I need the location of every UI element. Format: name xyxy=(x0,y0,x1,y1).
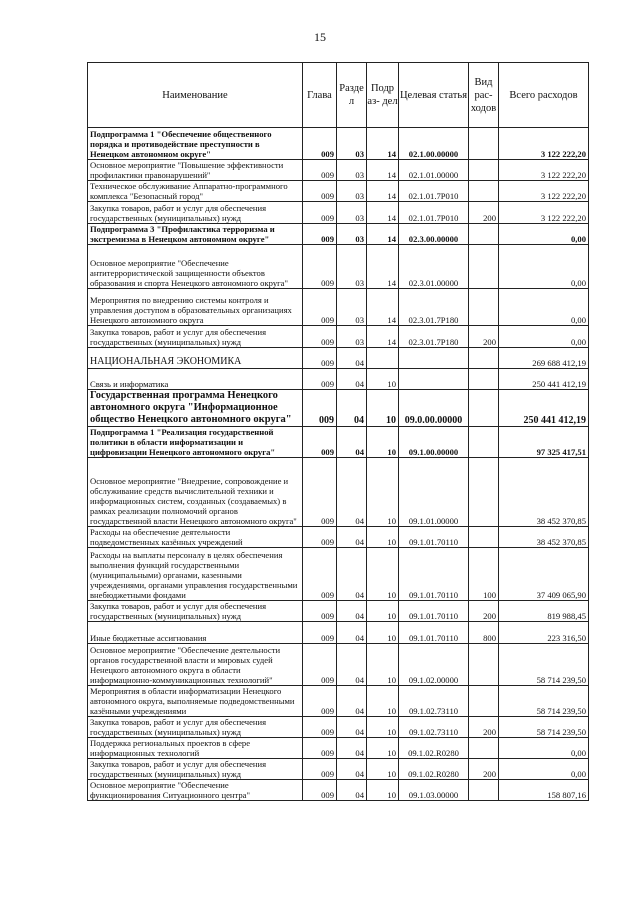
cell-glava: 009 xyxy=(303,224,337,245)
cell-statya: 09.1.02.00000 xyxy=(399,644,469,686)
cell-razdel: 04 xyxy=(337,644,367,686)
cell-razdel: 03 xyxy=(337,128,367,160)
cell-statya: 02.3.00.00000 xyxy=(399,224,469,245)
cell-glava: 009 xyxy=(303,738,337,759)
cell-statya xyxy=(399,348,469,369)
cell-razdel: 03 xyxy=(337,160,367,181)
table-row xyxy=(88,780,589,801)
cell-total: 58 714 239,50 xyxy=(499,717,589,738)
cell-name: Основное мероприятие "Повышение эффективности профилактики правонарушений" xyxy=(88,160,303,181)
cell-glava: 009 xyxy=(303,289,337,326)
cell-razdel: 04 xyxy=(337,738,367,759)
cell-statya: 02.1.01.7Р010 xyxy=(399,202,469,224)
cell-statya: 02.3.01.7Р180 xyxy=(399,326,469,348)
cell-glava: 009 xyxy=(303,548,337,601)
table-row xyxy=(88,686,589,717)
table-row xyxy=(88,458,589,527)
cell-glava: 009 xyxy=(303,686,337,717)
cell-razdel: 03 xyxy=(337,181,367,202)
cell-vid xyxy=(469,780,499,801)
cell-vid xyxy=(469,245,499,289)
cell-glava: 009 xyxy=(303,644,337,686)
cell-name: Основное мероприятие "Обеспечение функционирования Ситуационного центра" xyxy=(88,780,303,801)
cell-name: Подпрограмма 1 "Обеспечение общественного порядка и противодействие преступности в Ненецком автономном округе" xyxy=(88,128,303,160)
cell-total: 38 452 370,85 xyxy=(499,527,589,548)
cell-podrazdel: 10 xyxy=(367,548,399,601)
cell-statya: 02.3.01.00000 xyxy=(399,245,469,289)
cell-podrazdel: 14 xyxy=(367,224,399,245)
cell-total: 250 441 412,19 xyxy=(499,369,589,390)
table-row xyxy=(88,644,589,686)
cell-total: 58 714 239,50 xyxy=(499,644,589,686)
cell-name: Мероприятия в области информатизации Ненецкого автономного округа, выполняемые подведомственными казёнными учреждениями xyxy=(88,686,303,717)
cell-podrazdel: 10 xyxy=(367,601,399,622)
cell-total: 819 988,45 xyxy=(499,601,589,622)
cell-glava: 009 xyxy=(303,202,337,224)
cell-statya: 09.1.01.70110 xyxy=(399,622,469,644)
table-row xyxy=(88,738,589,759)
cell-total: 0,00 xyxy=(499,738,589,759)
cell-razdel: 04 xyxy=(337,686,367,717)
cell-name: Основное мероприятие "Внедрение, сопровождение и обслуживание средств вычислительной техники и информационных систем, созданных (создаваемых) в рамках реализации полномочий органов государственной власти Ненецкого автономного округа" xyxy=(88,458,303,527)
table-row xyxy=(88,390,589,427)
table-row xyxy=(88,369,589,390)
cell-glava: 009 xyxy=(303,717,337,738)
cell-razdel: 04 xyxy=(337,601,367,622)
cell-glava: 009 xyxy=(303,326,337,348)
header-statya: Целевая статья xyxy=(399,63,469,128)
cell-name: Закупка товаров, работ и услуг для обеспечения государственных (муниципальных) нужд xyxy=(88,717,303,738)
cell-statya: 02.3.01.7Р180 xyxy=(399,289,469,326)
cell-statya: 09.0.00.00000 xyxy=(399,390,469,427)
cell-vid: 200 xyxy=(469,717,499,738)
cell-glava: 009 xyxy=(303,390,337,427)
cell-podrazdel: 14 xyxy=(367,160,399,181)
cell-total: 0,00 xyxy=(499,759,589,780)
table-row xyxy=(88,289,589,326)
cell-statya: 02.1.01.00000 xyxy=(399,160,469,181)
cell-name: Закупка товаров, работ и услуг для обеспечения государственных (муниципальных) нужд xyxy=(88,601,303,622)
cell-total: 250 441 412,19 xyxy=(499,390,589,427)
table-header-row xyxy=(88,63,589,128)
cell-razdel: 04 xyxy=(337,759,367,780)
cell-name: Расходы на выплаты персоналу в целях обеспечения выполнения функций государственными (муниципальными) органами, казенными учреждениями, органами управления государственными внебюджетными фондами xyxy=(88,548,303,601)
cell-total: 58 714 239,50 xyxy=(499,686,589,717)
cell-total: 269 688 412,19 xyxy=(499,348,589,369)
cell-total: 3 122 222,20 xyxy=(499,202,589,224)
cell-total: 3 122 222,20 xyxy=(499,181,589,202)
cell-podrazdel: 10 xyxy=(367,427,399,458)
cell-podrazdel: 10 xyxy=(367,738,399,759)
cell-name: Мероприятия по внедрению системы контроля и управления доступом в образовательных организациях Ненецкого автономного округа xyxy=(88,289,303,326)
cell-statya: 09.1.01.70110 xyxy=(399,601,469,622)
cell-name: Основное мероприятие "Обеспечение антитеррористической защищенности объектов образования и спорта Ненецкого автономного округа" xyxy=(88,245,303,289)
cell-total: 0,00 xyxy=(499,224,589,245)
cell-podrazdel: 10 xyxy=(367,717,399,738)
cell-glava: 009 xyxy=(303,160,337,181)
cell-glava: 009 xyxy=(303,458,337,527)
cell-podrazdel: 14 xyxy=(367,326,399,348)
cell-name: Закупка товаров, работ и услуг для обеспечения государственных (муниципальных) нужд xyxy=(88,326,303,348)
cell-name: Государственная программа Ненецкого автономного округа "Информационное общество Ненецкого автономного округа" xyxy=(88,390,303,427)
cell-glava: 009 xyxy=(303,348,337,369)
cell-statya xyxy=(399,369,469,390)
cell-vid xyxy=(469,369,499,390)
cell-glava: 009 xyxy=(303,369,337,390)
cell-vid xyxy=(469,427,499,458)
cell-statya: 09.1.01.70110 xyxy=(399,527,469,548)
header-name: Наименование xyxy=(88,63,303,128)
cell-podrazdel: 10 xyxy=(367,369,399,390)
cell-podrazdel: 10 xyxy=(367,527,399,548)
cell-statya: 09.1.01.70110 xyxy=(399,548,469,601)
cell-podrazdel: 10 xyxy=(367,686,399,717)
cell-glava: 009 xyxy=(303,780,337,801)
cell-glava: 009 xyxy=(303,427,337,458)
table-row xyxy=(88,601,589,622)
table-row xyxy=(88,717,589,738)
cell-podrazdel: 14 xyxy=(367,289,399,326)
cell-vid: 200 xyxy=(469,759,499,780)
cell-name: Техническое обслуживание Аппаратно-программного комплекса "Безопасный город" xyxy=(88,181,303,202)
cell-total: 158 807,16 xyxy=(499,780,589,801)
cell-statya: 09.1.02.R0280 xyxy=(399,759,469,780)
table-row xyxy=(88,245,589,289)
cell-name: Подпрограмма 3 "Профилактика терроризма и экстремизма в Ненецком автономном округе" xyxy=(88,224,303,245)
cell-podrazdel: 14 xyxy=(367,245,399,289)
cell-podrazdel: 14 xyxy=(367,181,399,202)
cell-statya: 09.1.02.73110 xyxy=(399,717,469,738)
cell-name: Закупка товаров, работ и услуг для обеспечения государственных (муниципальных) нужд xyxy=(88,202,303,224)
cell-total: 3 122 222,20 xyxy=(499,128,589,160)
cell-razdel: 04 xyxy=(337,427,367,458)
cell-total: 0,00 xyxy=(499,245,589,289)
cell-statya: 02.1.00.00000 xyxy=(399,128,469,160)
cell-name: Подпрограмма 1 "Реализация государственной политики в области информатизации и цифровизации Ненецкого автономного округа" xyxy=(88,427,303,458)
cell-razdel: 04 xyxy=(337,527,367,548)
header-podrazdel: Подр аз- дел xyxy=(367,63,399,128)
cell-podrazdel: 10 xyxy=(367,780,399,801)
cell-podrazdel: 10 xyxy=(367,759,399,780)
cell-statya: 09.1.00.00000 xyxy=(399,427,469,458)
cell-vid xyxy=(469,160,499,181)
cell-name: Связь и информатика xyxy=(88,369,303,390)
table-row xyxy=(88,181,589,202)
cell-vid: 200 xyxy=(469,202,499,224)
cell-glava: 009 xyxy=(303,128,337,160)
cell-vid: 800 xyxy=(469,622,499,644)
cell-statya: 09.1.03.00000 xyxy=(399,780,469,801)
table-row xyxy=(88,548,589,601)
cell-total: 0,00 xyxy=(499,289,589,326)
cell-vid xyxy=(469,181,499,202)
cell-vid xyxy=(469,289,499,326)
cell-razdel: 03 xyxy=(337,326,367,348)
cell-name: Поддержка региональных проектов в сфере информационных технологий xyxy=(88,738,303,759)
cell-name: Расходы на обеспечение деятельности подведомственных казённых учреждений xyxy=(88,527,303,548)
cell-podrazdel: 10 xyxy=(367,458,399,527)
cell-razdel: 04 xyxy=(337,548,367,601)
table-row xyxy=(88,326,589,348)
table-row xyxy=(88,348,589,369)
cell-podrazdel: 14 xyxy=(367,202,399,224)
cell-vid xyxy=(469,390,499,427)
cell-vid xyxy=(469,128,499,160)
cell-vid: 200 xyxy=(469,326,499,348)
table-row xyxy=(88,224,589,245)
cell-glava: 009 xyxy=(303,622,337,644)
page-number: 15 xyxy=(314,30,326,44)
cell-name: НАЦИОНАЛЬНАЯ ЭКОНОМИКА xyxy=(88,348,303,369)
header-total: Всего расходов xyxy=(499,63,589,128)
cell-total: 223 316,50 xyxy=(499,622,589,644)
cell-razdel: 04 xyxy=(337,369,367,390)
cell-vid xyxy=(469,644,499,686)
cell-vid xyxy=(469,224,499,245)
table-row xyxy=(88,527,589,548)
cell-vid xyxy=(469,458,499,527)
table-row xyxy=(88,759,589,780)
cell-statya: 09.1.02.R0280 xyxy=(399,738,469,759)
cell-razdel: 03 xyxy=(337,289,367,326)
cell-vid xyxy=(469,348,499,369)
cell-total: 97 325 417,51 xyxy=(499,427,589,458)
budget-table xyxy=(87,62,589,801)
cell-total: 3 122 222,20 xyxy=(499,160,589,181)
header-glava: Глава xyxy=(303,63,337,128)
cell-statya: 02.1.01.7Р010 xyxy=(399,181,469,202)
cell-statya: 09.1.02.73110 xyxy=(399,686,469,717)
cell-vid xyxy=(469,527,499,548)
cell-total: 38 452 370,85 xyxy=(499,458,589,527)
cell-razdel: 04 xyxy=(337,348,367,369)
cell-razdel: 04 xyxy=(337,717,367,738)
cell-glava: 009 xyxy=(303,601,337,622)
cell-vid xyxy=(469,686,499,717)
cell-vid xyxy=(469,738,499,759)
table-row xyxy=(88,128,589,160)
cell-glava: 009 xyxy=(303,245,337,289)
cell-podrazdel: 10 xyxy=(367,644,399,686)
cell-razdel: 04 xyxy=(337,622,367,644)
cell-glava: 009 xyxy=(303,759,337,780)
header-vid: Вид рас- ходов xyxy=(469,63,499,128)
cell-name: Основное мероприятие "Обеспечение деятельности органов государственной власти и мировых судей Ненецкого автономного округа в области информационно-коммуникационных технологий" xyxy=(88,644,303,686)
cell-vid: 100 xyxy=(469,548,499,601)
cell-glava: 009 xyxy=(303,527,337,548)
cell-total: 37 409 065,90 xyxy=(499,548,589,601)
cell-podrazdel: 14 xyxy=(367,128,399,160)
cell-razdel: 04 xyxy=(337,390,367,427)
cell-vid: 200 xyxy=(469,601,499,622)
table-row xyxy=(88,427,589,458)
cell-statya: 09.1.01.00000 xyxy=(399,458,469,527)
cell-razdel: 03 xyxy=(337,245,367,289)
header-razdel: Разде л xyxy=(337,63,367,128)
cell-razdel: 03 xyxy=(337,202,367,224)
cell-name: Иные бюджетные ассигнования xyxy=(88,622,303,644)
table-row xyxy=(88,622,589,644)
cell-glava: 009 xyxy=(303,181,337,202)
cell-total: 0,00 xyxy=(499,326,589,348)
cell-razdel: 04 xyxy=(337,780,367,801)
cell-razdel: 03 xyxy=(337,224,367,245)
cell-podrazdel xyxy=(367,348,399,369)
cell-podrazdel: 10 xyxy=(367,390,399,427)
table-row xyxy=(88,202,589,224)
cell-podrazdel: 10 xyxy=(367,622,399,644)
cell-razdel: 04 xyxy=(337,458,367,527)
table-row xyxy=(88,160,589,181)
cell-name: Закупка товаров, работ и услуг для обеспечения государственных (муниципальных) нужд xyxy=(88,759,303,780)
